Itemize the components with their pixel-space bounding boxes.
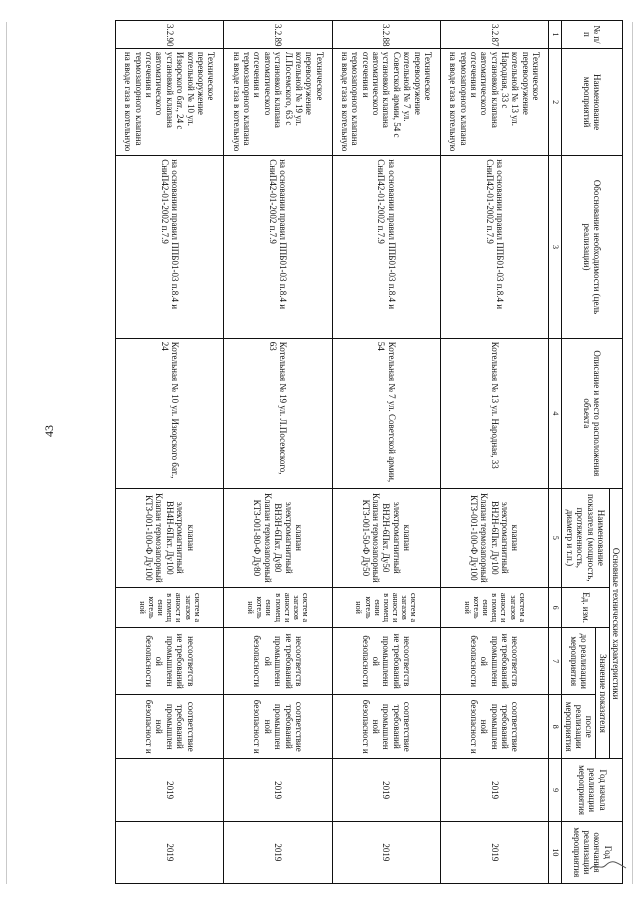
start-year: 2019 <box>440 759 548 821</box>
param-name: клапан электромагнитный ВН4Н-6Пкт. Ду100 Клапан термозапорный КТЗ-001-100-Ф Ду100 <box>116 488 224 587</box>
col-number: 10 <box>549 821 562 883</box>
param-unit: систем а загазов анност и в помещ ении котель ной <box>116 587 224 628</box>
table-row <box>440 21 548 884</box>
object-location: Котельная № 13 ул. Народная, 33 <box>440 338 548 488</box>
header-before: до реализации мероприятия <box>562 628 596 695</box>
object-location: Котельная № 19 ул. Л.Посемского, 63 <box>224 338 332 488</box>
measures-table <box>115 20 623 884</box>
end-year: 2019 <box>116 821 224 883</box>
col-number: 1 <box>549 21 562 49</box>
col-number: 2 <box>549 48 562 155</box>
measure-name: Техническое перевооружение котельной № 19 ул. Л.Посемского, 63 с установкой клапана автоматического отсечения и термозапорного клапана на вводе газа в котельную <box>224 48 332 155</box>
row-number: 3.2.89 <box>224 21 332 49</box>
col-number: 7 <box>549 628 562 695</box>
header-start-year: Год начала реализации мероприятия <box>562 759 623 821</box>
rotated-page <box>115 20 623 884</box>
header-num: № п/п <box>562 21 623 49</box>
measure-reason: на основании правил ППБ01-03 п.8.4 и СниП42-01-2002 п.7.9 <box>116 156 224 338</box>
param-name: клапан электромагнитный ВН3Н-6Пкт. Ду80 Клапан термозапорный КТЗ-001-80-Ф Ду80 <box>224 488 332 587</box>
header-name: Наименование мероприятий <box>562 48 623 155</box>
measure-reason: на основании правил ППБ01-03 п.8.4 и СниП42-01-2002 п.7.9 <box>224 156 332 338</box>
col-number: 5 <box>549 488 562 587</box>
end-year: 2019 <box>224 821 332 883</box>
row-number: 3.2.88 <box>332 21 440 49</box>
param-name: клапан электромагнитный ВН2Н-6Пкт. Ду100 Клапан термозапорный КТЗ-001-100-Ф Ду100 <box>440 488 548 587</box>
start-year: 2019 <box>116 759 224 821</box>
table-row <box>332 21 440 884</box>
row-number: 3.2.87 <box>440 21 548 49</box>
value-after: соответствие требований промышлен ной безопасност и <box>440 695 548 759</box>
header-unit: Ед. изм. <box>562 587 609 628</box>
measure-name: Техническое перевооружение котельной № 13 ул. Народная, 33 с установкой клапана автоматического отсечения и термозапорного клапана на вводе газа в котельную <box>440 48 548 155</box>
row-number: 3.2.90 <box>116 21 224 49</box>
value-after: соответствие требований промышлен ной безопасност и <box>332 695 440 759</box>
measure-name: Техническое перевооружение котельной № 10 ул. Изюрского бат., 24 с установкой клапана автоматического отсечения и термозапорного клапана на вводе газа в котельную <box>116 48 224 155</box>
table-row <box>224 21 332 884</box>
col-number: 6 <box>549 587 562 628</box>
end-year: 2019 <box>440 821 548 883</box>
value-before: несоответств ие требований промышленн ой безопасности <box>224 628 332 695</box>
value-after: соответствие требований промышлен ной безопасност и <box>224 695 332 759</box>
header-after: после реализации мероприятия <box>562 695 596 759</box>
value-before: несоответств ие требований промышленн ой безопасности <box>116 628 224 695</box>
value-after: соответствие требований промышлен ной безопасност и <box>116 695 224 759</box>
col-number: 9 <box>549 759 562 821</box>
measure-reason: на основании правил ППБ01-03 п.8.4 и СниП42-01-2002 п.7.9 <box>440 156 548 338</box>
col-number: 8 <box>549 695 562 759</box>
header-reason: Обоснование необходимости (цель реализации) <box>562 156 623 338</box>
measure-name: Техническое перевооружение котельной № 7 ул. Советской армии, 54 с установкой клапана автоматического отсечения и термозапорного клапана на вводе газа в котельную <box>332 48 440 155</box>
left-margin-line <box>6 22 7 884</box>
right-margin-line <box>632 22 633 884</box>
page-number: 43 <box>42 425 56 437</box>
header-end-year: Год окончания реализации мероприятия <box>562 821 623 883</box>
start-year: 2019 <box>332 759 440 821</box>
object-location: Котельная № 7 ул. Советской армии, 54 <box>332 338 440 488</box>
start-year: 2019 <box>224 759 332 821</box>
signature-mark <box>588 860 628 872</box>
object-location: Котельная № 10 ул. Изюрского бат., 24 <box>116 338 224 488</box>
measure-reason: на основании правил ППБ01-03 п.8.4 и СниП42-01-2002 п.7.9 <box>332 156 440 338</box>
param-name: клапан электромагнитный ВН2Н-6Пкт. Ду50 Клапан термозапорный КТЗ-001-50-Ф Ду50 <box>332 488 440 587</box>
col-number: 3 <box>549 156 562 338</box>
header-tech-group: Основные технические характеристики <box>609 488 622 758</box>
col-number: 4 <box>549 338 562 488</box>
param-unit: систем а загазов анност и в помещ ении котель ной <box>440 587 548 628</box>
table-row <box>116 21 224 884</box>
param-unit: систем а загазов анност и в помещ ении котель ной <box>332 587 440 628</box>
value-before: несоответств ие требований промышленн ой безопасности <box>440 628 548 695</box>
header-object: Описание и место расположения объекта <box>562 338 623 488</box>
header-values-group: Значение показателя <box>596 628 609 759</box>
header-param-name: Наименование показателя (мощность, протяженность, диаметр и т.п.) <box>562 488 609 587</box>
end-year: 2019 <box>332 821 440 883</box>
value-before: несоответств ие требований промышленн ой безопасности <box>332 628 440 695</box>
param-unit: систем а загазов анност и в помещ ении котель ной <box>224 587 332 628</box>
